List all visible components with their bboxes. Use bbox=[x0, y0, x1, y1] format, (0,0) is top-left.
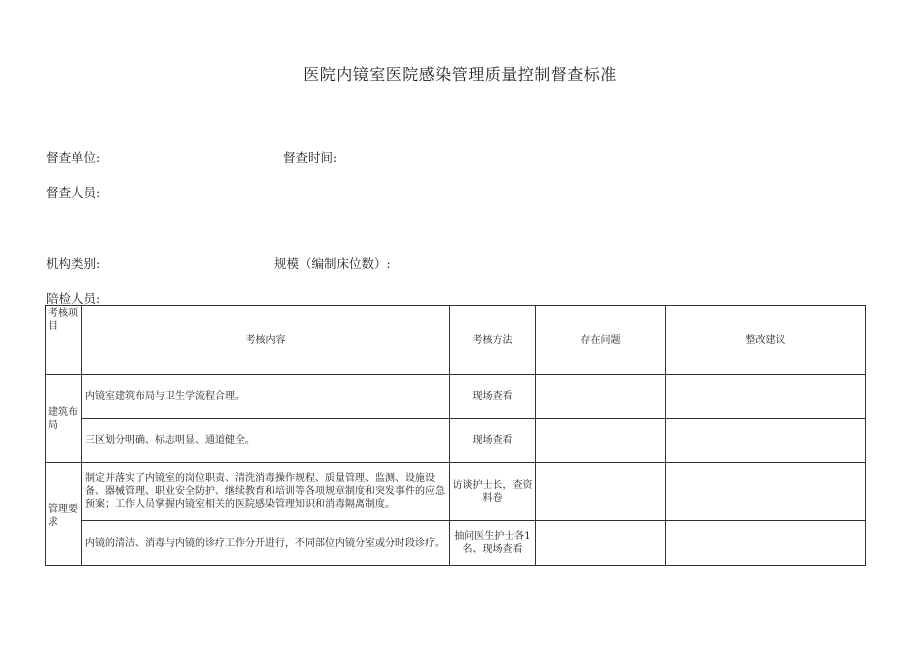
header-method: 考核方法 bbox=[450, 306, 536, 375]
header-category bbox=[46, 306, 82, 375]
issues-cell[interactable] bbox=[536, 375, 666, 419]
suggestions-cell[interactable] bbox=[666, 419, 866, 463]
table-row bbox=[46, 419, 866, 463]
accompanying-staff-label: 陪检人员: bbox=[46, 291, 101, 306]
header-issues: 存在问题 bbox=[536, 306, 666, 375]
inspection-time-label: 督查时间: bbox=[283, 150, 338, 165]
method-cell: 访谈护士长，查资料卷 bbox=[450, 463, 536, 521]
inspection-table bbox=[45, 305, 866, 566]
content-cell: 内镜的清洁、消毒与内镜的诊疗工作分开进行，不同部位内镜分室或分时段诊疗。 bbox=[82, 521, 450, 566]
table-row bbox=[46, 463, 866, 521]
suggestions-cell[interactable] bbox=[666, 463, 866, 521]
issues-cell[interactable] bbox=[536, 463, 666, 521]
table-header-row bbox=[46, 306, 866, 375]
content-cell: 内镜室建筑布局与卫生学流程合理。 bbox=[82, 375, 450, 419]
header-content: 考核内容 bbox=[82, 306, 450, 375]
method-cell: 现场查看 bbox=[450, 419, 536, 463]
inspection-staff-label: 督查人员: bbox=[46, 185, 101, 200]
content-cell: 制定并落实了内镜室的岗位职责、清洗消毒操作规程、质量管理、监测、设施设备、器械管理、职业安全防护、继续教育和培训等各项规章制度和突发事件的应急预案；工作人员掌握内镜室相关的医院感染管理知识和消毒隔离制度。 bbox=[82, 463, 450, 521]
category-management-requirements: 管理要求 bbox=[46, 463, 82, 566]
method-cell: 抽问医生护士各1名、现场查看 bbox=[450, 521, 536, 566]
institution-type-label: 机构类别: bbox=[46, 256, 101, 271]
issues-cell[interactable] bbox=[536, 521, 666, 566]
method-cell: 现场查看 bbox=[450, 375, 536, 419]
document-title: 医院内镜室医院感染管理质量控制督查标准 bbox=[303, 65, 617, 84]
table-row bbox=[46, 521, 866, 566]
bed-scale-label: 规模（编制床位数）: bbox=[274, 256, 391, 271]
issues-cell[interactable] bbox=[536, 419, 666, 463]
suggestions-cell[interactable] bbox=[666, 521, 866, 566]
category-building-layout: 建筑布局 bbox=[46, 375, 82, 463]
inspection-unit-label: 督查单位: bbox=[46, 150, 101, 165]
suggestions-cell[interactable] bbox=[666, 375, 866, 419]
table-row bbox=[46, 375, 866, 419]
header-category-text: 考核项目 bbox=[48, 308, 78, 332]
content-cell: 三区划分明确、标志明显、通道健全。 bbox=[82, 419, 450, 463]
header-suggestions: 整改建议 bbox=[666, 306, 866, 375]
